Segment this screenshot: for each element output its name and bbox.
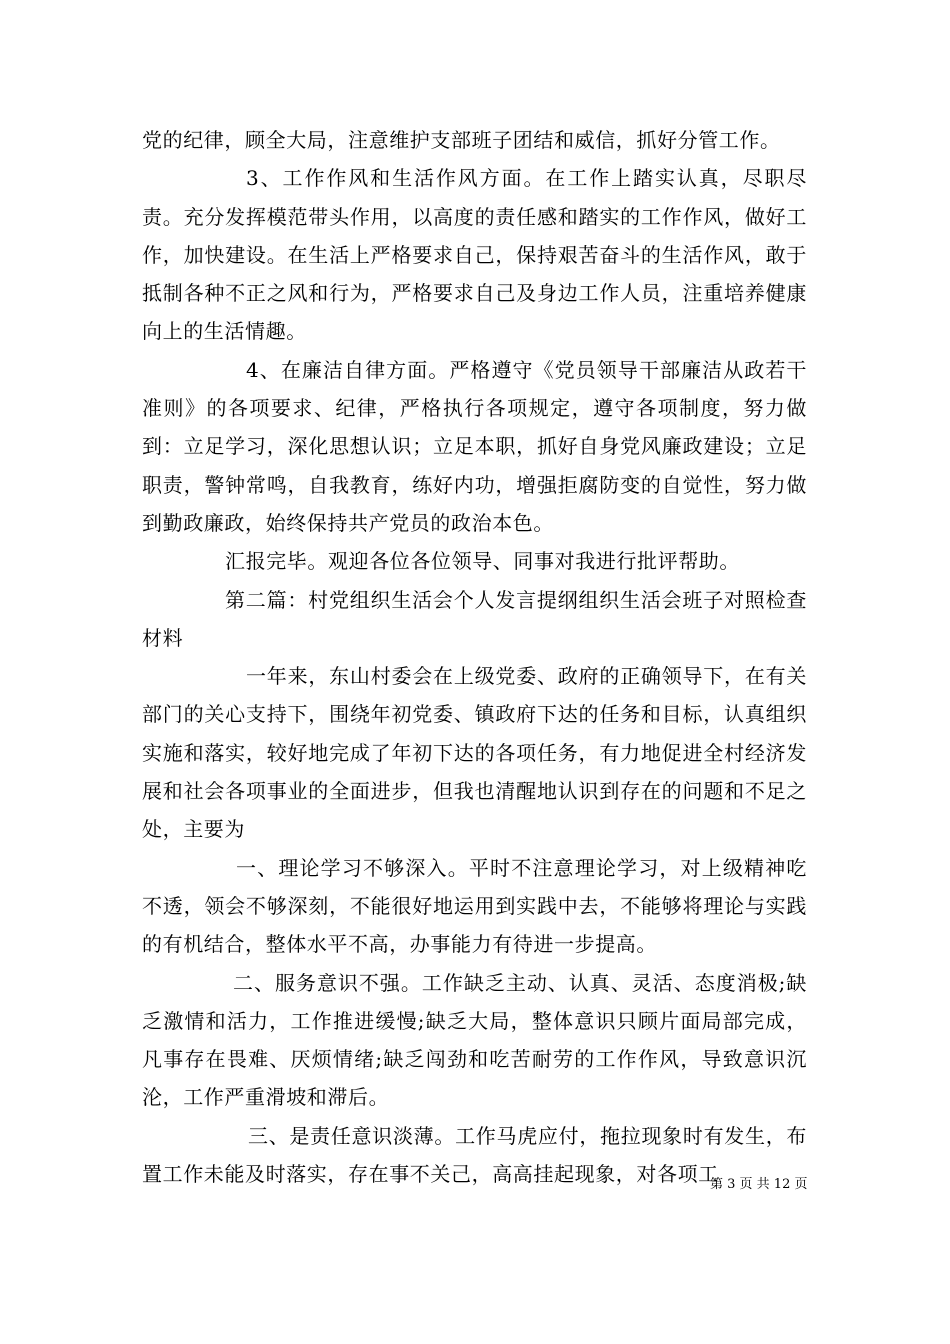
paragraph-responsibility: 三、是责任意识淡薄。工作马虎应付，拖拉现象时有发生，布置工作未能及时落实，存在事不关己，高高挂起现象，对各项工 <box>142 1123 807 1187</box>
document-body <box>142 121 807 1193</box>
paragraph-year-summary: 一年来，东山村委会在上级党委、政府的正确领导下，在有关部门的关心支持下，围绕年初党委、镇政府下达的任务和目标，认真组织实施和落实，较好地完成了年初下达的各项任务，有力地促进全村经济发展和社会各项事业的全面进步，但我也清醒地认识到存在的问题和不足之处，主要为 <box>142 664 807 842</box>
section-heading-second-article: 第二篇：村党组织生活会个人发言提纲组织生活会班子对照检查材料 <box>142 587 807 650</box>
paragraph-work-style: 3、工作作风和生活作风方面。在工作上踏实认真，尽职尽责。充分发挥模范带头作用，以高度的责任感和踏实的工作作风，做好工作，加快建设。在生活上严格要求自己，保持艰苦奋斗的生活作风，敢于抵制各种不正之风和行为，严格要求自己及身边工作人员，注重培养健康向上的生活情趣。 <box>142 166 807 344</box>
paragraph-party-discipline: 党的纪律，顾全大局，注意维护支部班子团结和威信，抓好分管工作。 <box>142 128 781 152</box>
paragraph-report-closing: 汇报完毕。观迎各位各位领导、同事对我进行批评帮助。 <box>225 549 740 574</box>
paragraph-integrity: 4、在廉洁自律方面。严格遵守《党员领导干部廉洁从政若干准则》的各项要求、纪律，严格执行各项规定，遵守各项制度，努力做到：立足学习，深化思想认识；立足本职，抓好自身党风廉政建设；立足职责，警钟常鸣，自我教育，练好内功，增强拒腐防变的自觉性，努力做到勤政廉政，始终保持共产党员的政治本色。 <box>142 357 807 535</box>
paragraph-service-awareness: 二、服务意识不强。工作缺乏主动、认真、灵活、态度消极;缺乏激情和活力，工作推进缓慢;缺乏大局，整体意识只顾片面局部完成，凡事存在畏难、厌烦情绪;缺乏闯劲和吃苦耐劳的工作作风，导致意识沉沦，工作严重滑坡和滞后。 <box>142 970 807 1110</box>
paragraph-theory-study: 一、理论学习不够深入。平时不注意理论学习，对上级精神吃不透，领会不够深刻，不能很好地运用到实践中去，不能够将理论与实践的有机结合，整体水平不高，办事能力有待进一步提高。 <box>142 855 807 957</box>
page-number-footer: 第 3 页 共 12 页 <box>710 1177 808 1192</box>
